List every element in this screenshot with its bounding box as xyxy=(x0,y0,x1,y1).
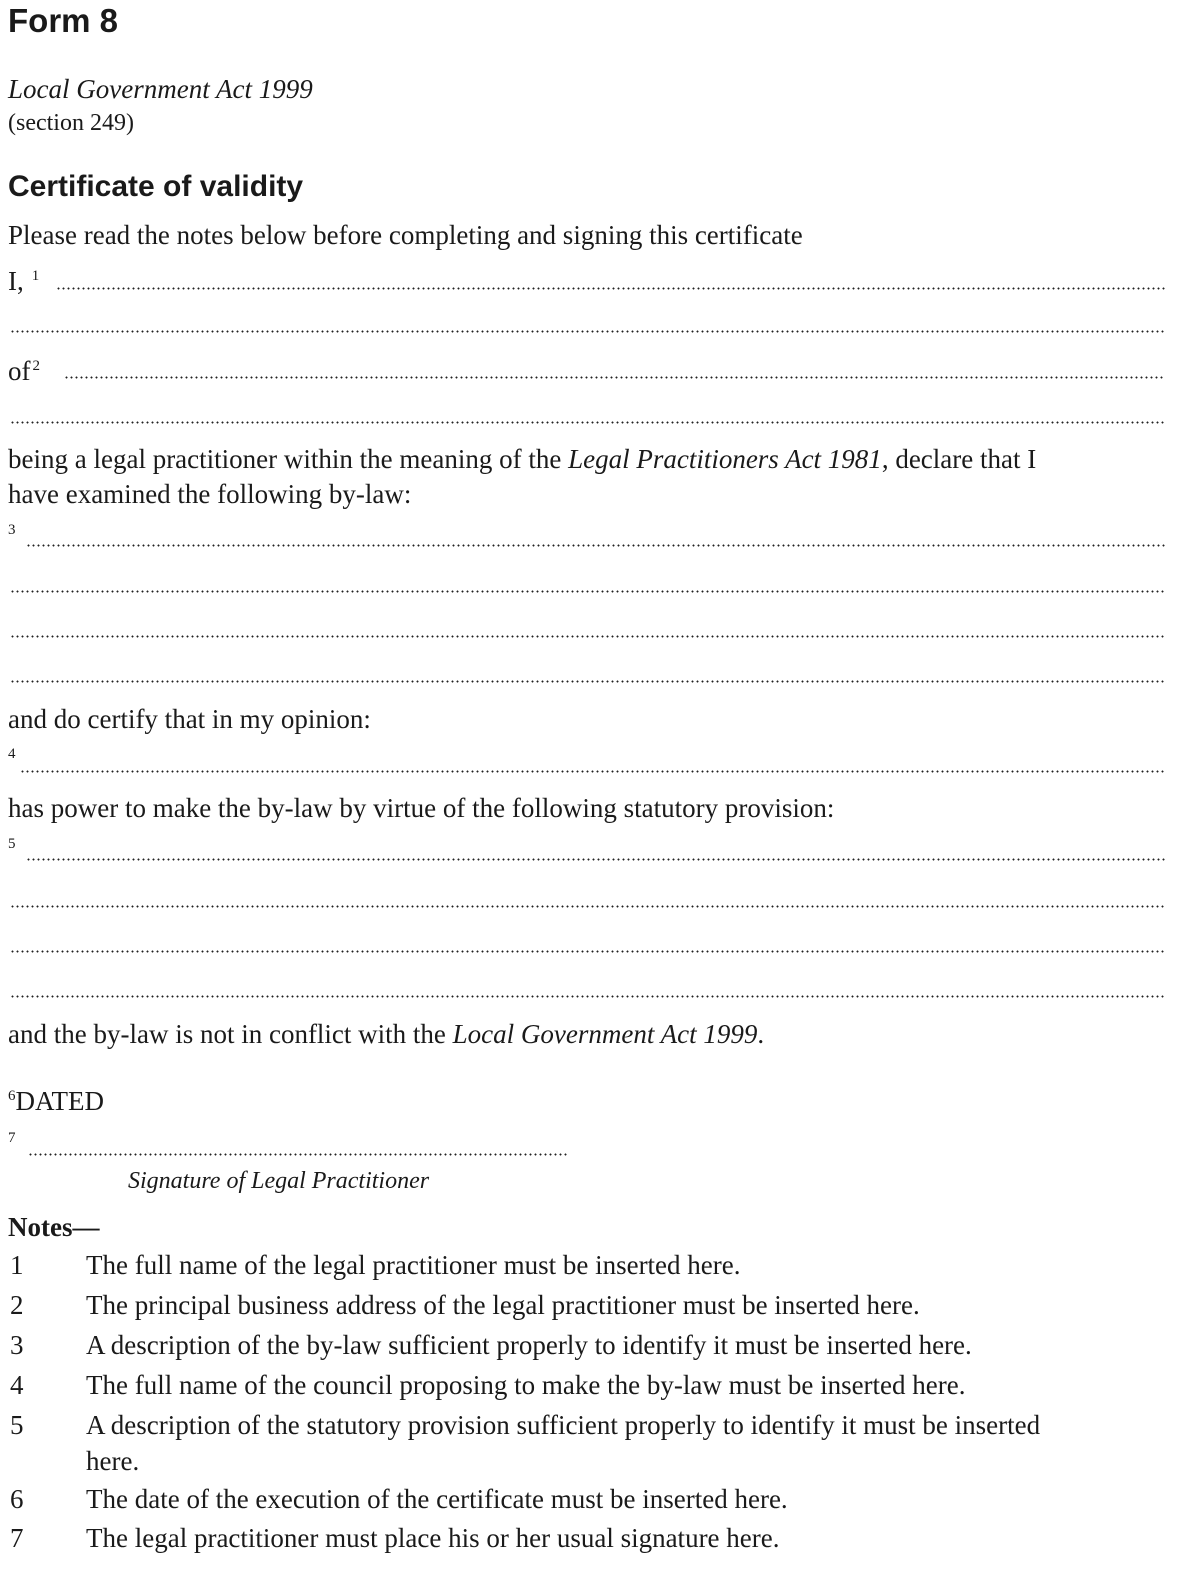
note-text: A description of the statutory provision sufficient properly to identify it must be inserted xyxy=(86,1410,1041,1440)
address-ref: 2 xyxy=(32,358,40,374)
provision-field-line-1[interactable] xyxy=(26,858,1165,861)
instruction-text: Please read the notes below before completing and signing this certificate xyxy=(8,220,803,250)
conflict-text-end: . xyxy=(757,1019,765,1049)
signature-ref: 7 xyxy=(8,1130,16,1146)
dated-label xyxy=(8,1086,104,1117)
provision-field-line-4[interactable] xyxy=(10,995,1165,998)
dated-label-text: DATED xyxy=(15,1086,104,1116)
signature-line[interactable] xyxy=(28,1153,568,1156)
note-text: The full name of the legal practitioner must be inserted here. xyxy=(86,1250,741,1280)
note-text: The date of the execution of the certificate must be inserted here. xyxy=(86,1484,788,1514)
note-item xyxy=(0,1410,1181,1480)
notes-heading: Notes— xyxy=(8,1212,100,1242)
bylaw-field-line-2[interactable] xyxy=(10,590,1165,593)
note-text: The legal practitioner must place his or her usual signature here. xyxy=(86,1523,780,1553)
bylaw-field-line-4[interactable] xyxy=(10,680,1165,683)
note-item xyxy=(0,1523,1181,1563)
note-item xyxy=(0,1370,1181,1410)
note-number: 2 xyxy=(10,1290,24,1320)
note-text: The full name of the council proposing to make the by-law must be inserted here. xyxy=(86,1370,966,1400)
note-item xyxy=(0,1484,1181,1524)
note-number: 5 xyxy=(10,1410,24,1440)
name-label xyxy=(8,266,39,297)
note-number: 1 xyxy=(10,1250,24,1280)
note-text-continued: here. xyxy=(86,1446,140,1476)
note-number: 3 xyxy=(10,1330,24,1360)
signature-caption: Signature of Legal Practitioner xyxy=(128,1168,430,1194)
note-text: The principal business address of the legal practitioner must be inserted here. xyxy=(86,1290,920,1320)
bylaw-field-line-1[interactable] xyxy=(26,544,1165,547)
note-item xyxy=(0,1330,1181,1370)
name-ref: 1 xyxy=(31,268,40,284)
form-title: Form 8 xyxy=(8,2,119,39)
provision-field-line-3[interactable] xyxy=(10,950,1165,953)
address-field-line-2[interactable] xyxy=(10,421,1165,424)
practitioner-act-name: Legal Practitioners Act 1981 xyxy=(568,444,882,474)
name-field-line-1[interactable] xyxy=(56,287,1165,290)
address-label-text: of xyxy=(8,356,31,386)
certificate-title: Certificate of validity xyxy=(8,170,304,203)
council-ref: 4 xyxy=(8,746,16,762)
bylaw-field-line-3[interactable] xyxy=(10,635,1165,638)
note-item xyxy=(0,1250,1181,1290)
council-field-line[interactable] xyxy=(20,770,1165,773)
name-label-text: I, xyxy=(8,266,24,296)
note-number: 7 xyxy=(10,1523,24,1553)
dated-ref: 6 xyxy=(8,1088,16,1104)
address-label xyxy=(8,356,40,387)
bylaw-ref: 3 xyxy=(8,522,16,538)
address-field-line-1[interactable] xyxy=(64,376,1165,379)
practitioner-declaration-line-2: have examined the following by-law: xyxy=(8,479,412,509)
certify-text: and do certify that in my opinion: xyxy=(8,704,371,734)
provision-field-line-2[interactable] xyxy=(10,905,1165,908)
note-number: 4 xyxy=(10,1370,24,1400)
practitioner-declaration-line-1 xyxy=(8,444,1036,475)
name-field-line-2[interactable] xyxy=(10,330,1165,333)
note-number: 6 xyxy=(10,1484,24,1514)
provision-ref: 5 xyxy=(8,836,16,852)
practitioner-text-end: , declare that I xyxy=(881,444,1037,474)
note-item xyxy=(0,1290,1181,1330)
conflict-text: and the by-law is not in conflict with the xyxy=(8,1019,446,1049)
conflict-act-name: Local Government Act 1999 xyxy=(452,1019,758,1049)
power-text: has power to make the by-law by virtue of the following statutory provision: xyxy=(8,793,835,823)
act-name: Local Government Act 1999 xyxy=(8,74,313,104)
note-text: A description of the by-law sufficient properly to identify it must be inserted here. xyxy=(86,1330,972,1360)
section-reference: (section 249) xyxy=(8,110,134,136)
conflict-statement xyxy=(8,1019,764,1050)
practitioner-text: being a legal practitioner within the meaning of the xyxy=(8,444,562,474)
